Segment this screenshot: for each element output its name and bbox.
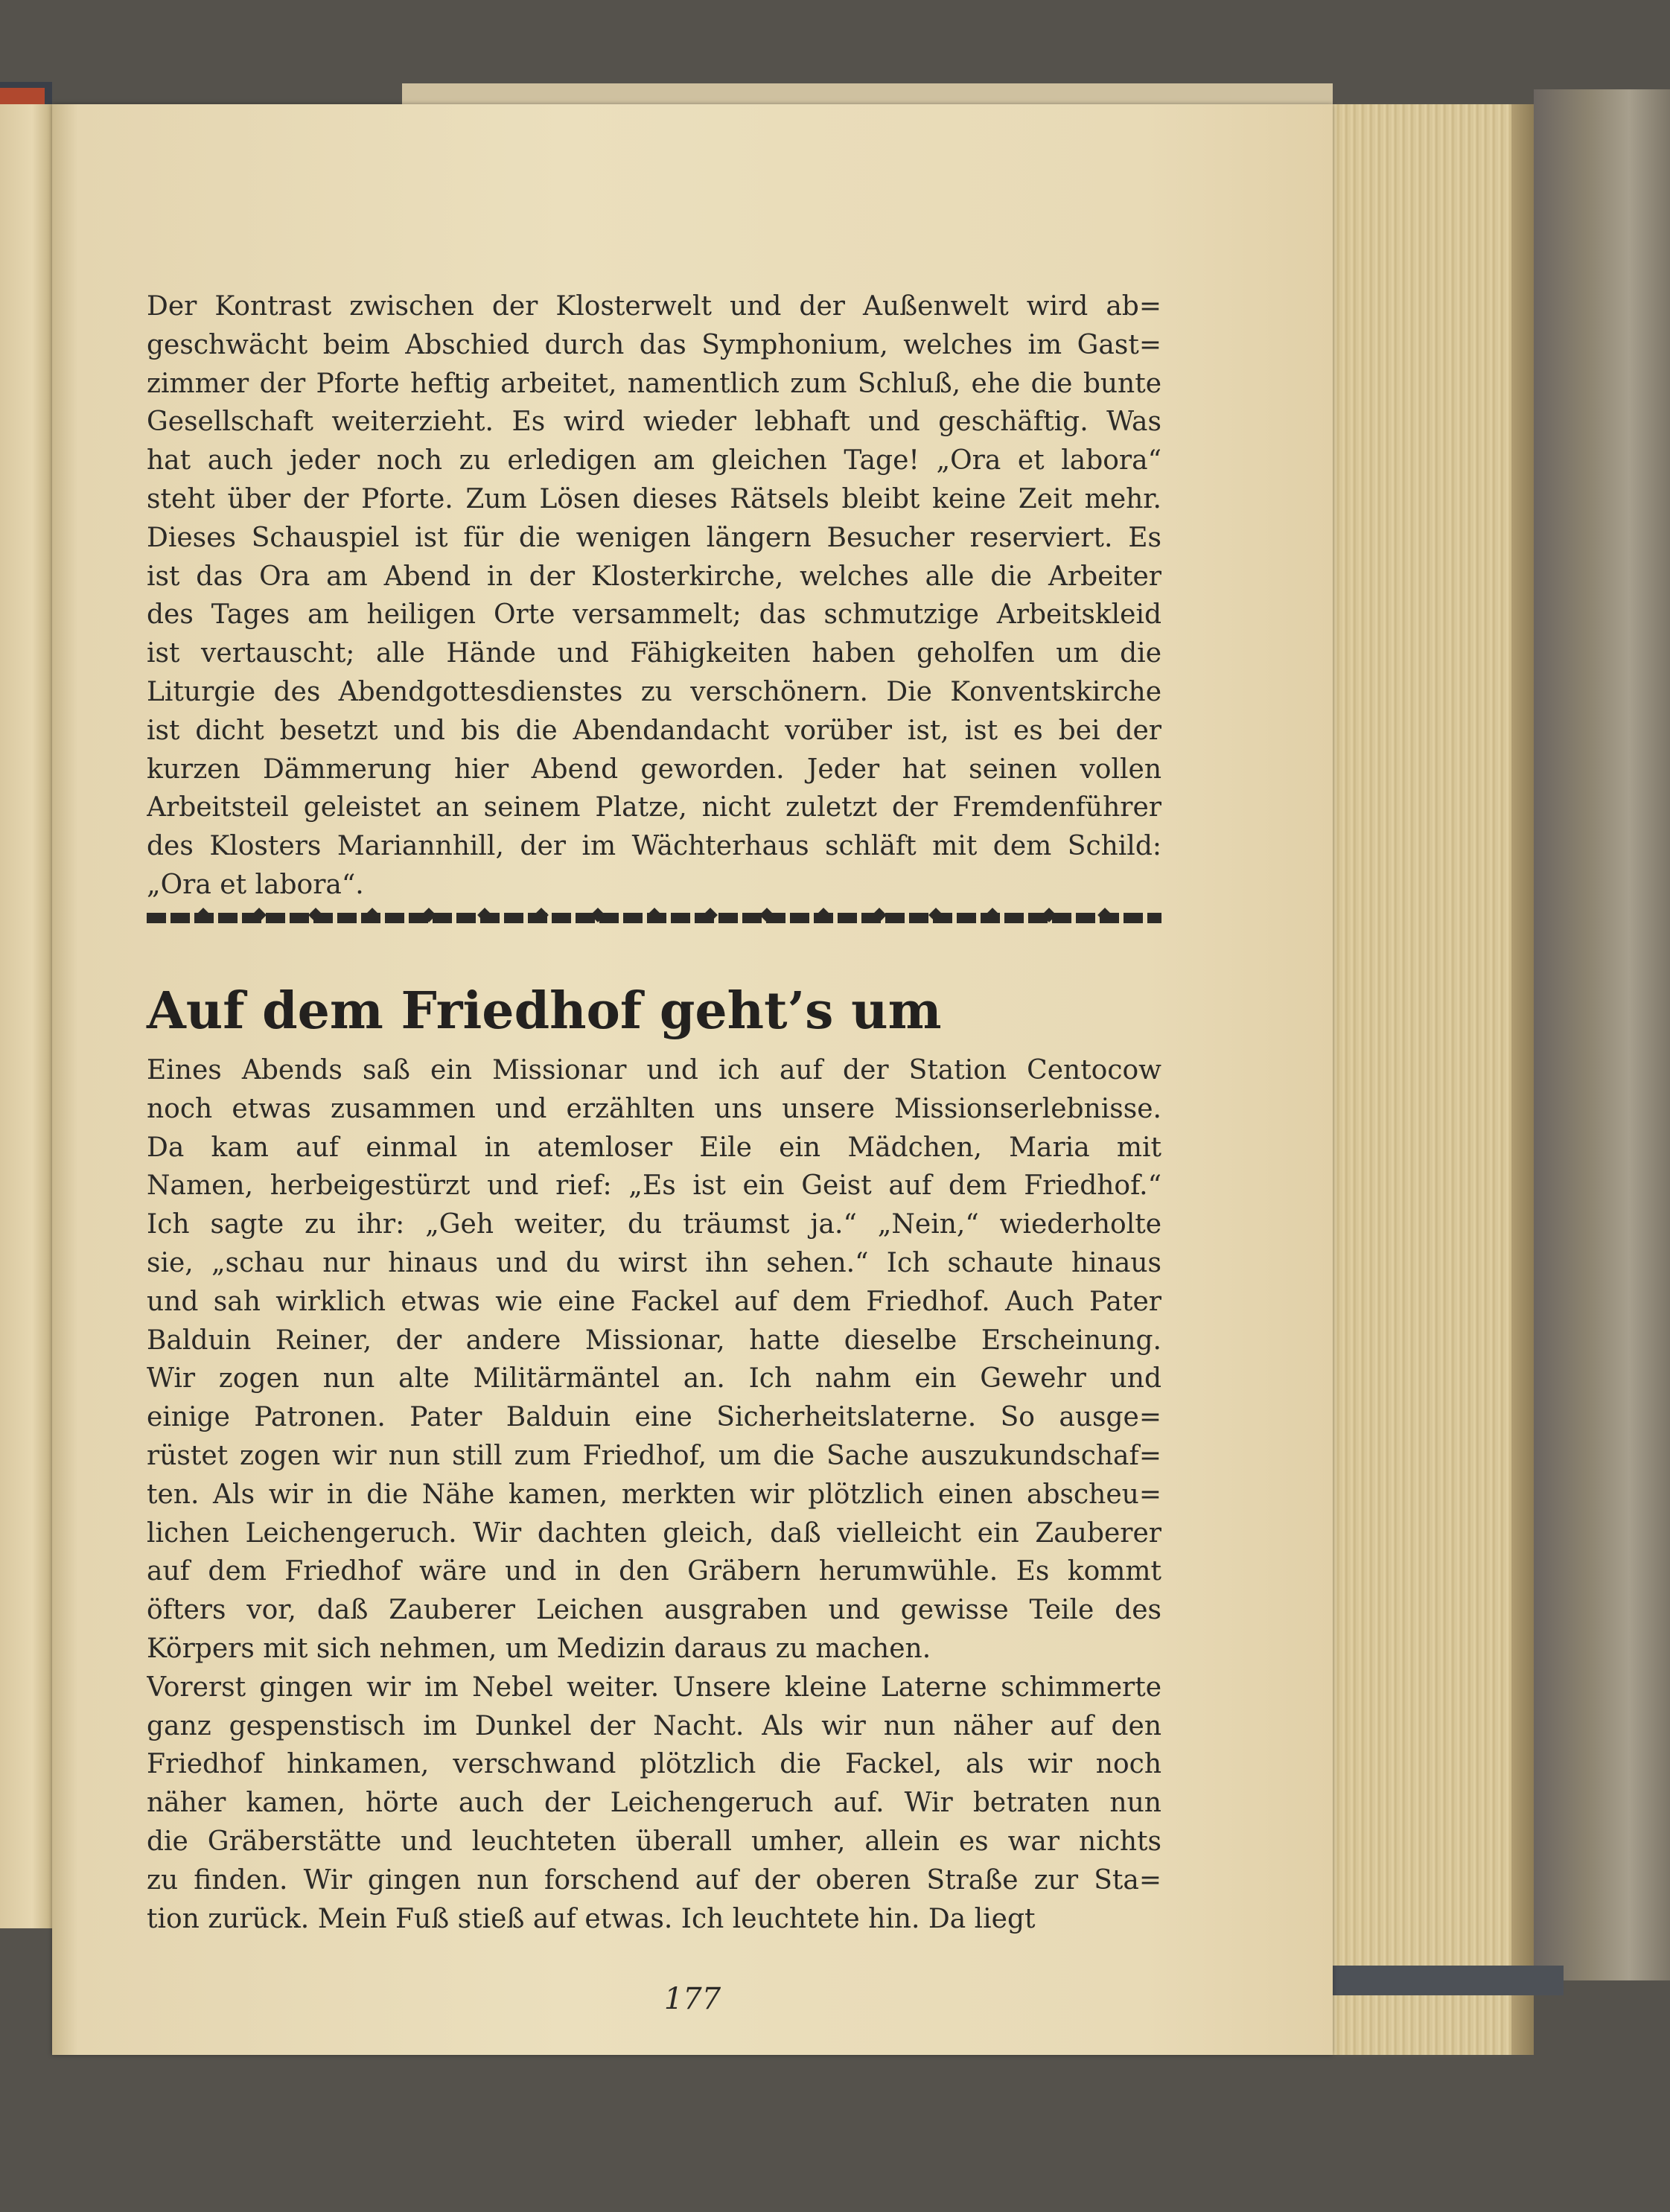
book-cover-bottom xyxy=(1325,1966,1564,1995)
paragraph-2 xyxy=(147,1051,1161,1938)
text-line: Namen, herbeigestürzt und rief: „Es ist ein Geist auf dem Friedhof.“ xyxy=(147,1170,1161,1202)
text-line: Friedhof hinkamen, verschwand plötzlich die Fackel, als wir noch xyxy=(147,1749,1161,1780)
text-line: die Gräberstätte und leuchteten überall umher, allein es war nichts xyxy=(147,1826,1161,1857)
text-line: einige Patronen. Pater Balduin eine Sicherheitslaterne. So ausge= xyxy=(147,1402,1161,1433)
text-line: rüstet zogen wir nun still zum Friedhof, um die Sache auszukundschaf= xyxy=(147,1440,1161,1471)
text-line: ist das Ora am Abend in der Klosterkirche, welches alle die Arbeiter xyxy=(147,561,1161,592)
text-line: und sah wirklich etwas wie eine Fackel auf dem Friedhof. Auch Pater xyxy=(147,1286,1161,1317)
text-line: Der Kontrast zwischen der Klosterwelt und der Außenwelt wird ab= xyxy=(147,291,1161,322)
page-number: 177 xyxy=(663,1982,721,2016)
text-line: auf dem Friedhof wäre und in den Gräbern herumwühle. Es kommt xyxy=(147,1556,1161,1587)
text-line: kurzen Dämmerung hier Abend geworden. Jeder hat seinen vollen xyxy=(147,753,1161,785)
text-line: Eines Abends saß ein Missionar und ich auf der Station Centocow xyxy=(147,1055,1161,1086)
text-line: Körpers mit sich nehmen, um Medizin daraus zu machen. xyxy=(147,1633,931,1664)
text-line: zu finden. Wir gingen nun forschend auf der oberen Straße zur Sta= xyxy=(147,1864,1161,1896)
text-line: ten. Als wir in die Nähe kamen, merkten wir plötzlich einen abscheu= xyxy=(147,1479,1161,1510)
text-line: Ich sagte zu ihr: „Geh weiter, du träumst ja.“ „Nein,“ wiederholte xyxy=(147,1209,1161,1240)
text-line: Balduin Reiner, der andere Missionar, hatte dieselbe Erscheinung. xyxy=(147,1325,1161,1356)
paragraph-1 xyxy=(147,287,1161,905)
text-line: „Ora et labora“. xyxy=(147,869,364,900)
text-line: ist dicht besetzt und bis die Abendandacht vorüber ist, ist es bei der xyxy=(147,715,1161,746)
page-block-shadow xyxy=(1511,104,1534,2055)
text-line: Gesellschaft weiterzieht. Es wird wieder lebhaft und geschäftig. Was xyxy=(147,407,1161,438)
text-line: Arbeitsteil geleistet an seinem Platze, nicht zuletzt der Fremdenführer xyxy=(147,792,1161,823)
text-line: sie, „schau nur hinaus und du wirst ihn sehen.“ Ich schaute hinaus xyxy=(147,1247,1161,1278)
text-line: ist vertauscht; alle Hände und Fähigkeiten haben geholfen um die xyxy=(147,638,1161,669)
text-line: des Tages am heiligen Orte versammelt; das schmutzige Arbeitskleid xyxy=(147,599,1161,631)
text-line: tion zurück. Mein Fuß stieß auf etwas. Ich leuchtete hin. Da liegt xyxy=(147,1903,1036,1934)
text-line: des Klosters Mariannhill, der im Wächterhaus schläft mit dem Schild: xyxy=(147,831,1161,862)
text-line: steht über der Pforte. Zum Lösen dieses Rätsels bleibt keine Zeit mehr. xyxy=(147,483,1161,514)
text-line: Vorerst gingen wir im Nebel weiter. Unsere kleine Laterne schimmerte xyxy=(147,1671,1161,1703)
text-line: zimmer der Pforte heftig arbeitet, namentlich zum Schluß, ehe die bunte xyxy=(147,368,1161,399)
text-line: Da kam auf einmal in atemloser Eile ein Mädchen, Maria mit xyxy=(147,1132,1161,1163)
text-line: lichen Leichengeruch. Wir dachten gleich, daß vielleicht ein Zauberer xyxy=(147,1517,1161,1549)
text-line: Liturgie des Abendgottesdienstes zu verschönern. Die Konventskirche xyxy=(147,676,1161,707)
page-block-fore-edge xyxy=(1333,104,1514,2055)
text-line: Dieses Schauspiel ist für die wenigen längern Besucher reserviert. Es xyxy=(147,522,1161,553)
ornamental-divider xyxy=(147,913,1161,923)
section-heading: Auf dem Friedhof geht’s um xyxy=(147,981,942,1041)
facing-page-edge xyxy=(0,104,58,1928)
text-line: noch etwas zusammen und erzählten uns unsere Missionserlebnisse. xyxy=(147,1093,1161,1124)
text-line: hat auch jeder noch zu erledigen am gleichen Tage! „Ora et labora“ xyxy=(147,445,1161,476)
text-line: näher kamen, hörte auch der Leichengeruch auf. Wir betraten nun xyxy=(147,1788,1161,1819)
book-cover-right xyxy=(1534,89,1670,1980)
text-line: ganz gespenstisch im Dunkel der Nacht. Als wir nun näher auf den xyxy=(147,1710,1161,1741)
text-line: geschwächt beim Abschied durch das Symphonium, welches im Gast= xyxy=(147,329,1161,360)
text-line: öfters vor, daß Zauberer Leichen ausgraben und gewisse Teile des xyxy=(147,1595,1161,1626)
text-line: Wir zogen nun alte Militärmäntel an. Ich nahm ein Gewehr und xyxy=(147,1363,1161,1395)
